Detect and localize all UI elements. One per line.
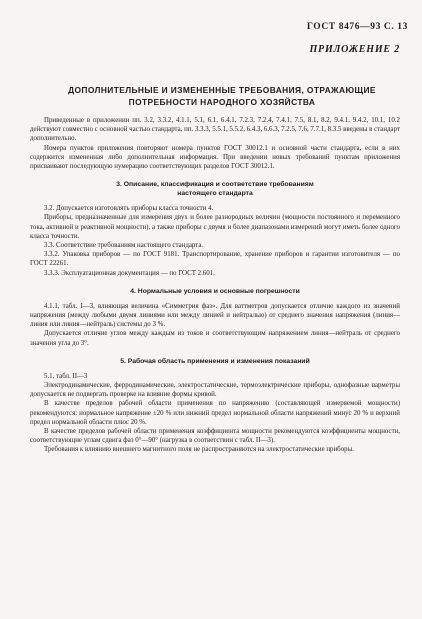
document-title bbox=[36, 84, 408, 108]
section-3-paragraph: Приборы, предназначенные для измерения двух и более разнородных величин (мощности постоянного и переменного тока, активной и реактивной мощности), а также приборы с двумя и более диапазонами измерений могут иметь более одного класса точности. bbox=[30, 214, 400, 240]
section-5-paragraph: В качестве пределов рабочей области применения коэффициента мощности рекомендуются коэффициенты мощности, соответствующие углам сдвига фаз 0°—90° (нагрузка в соответствии с табл. II—3). bbox=[30, 428, 400, 445]
section-3-paragraph: 3.3.2. Упаковка приборов — по ГОСТ 9181. Транспортирование, хранение приборов и гарантии изготовителя — по ГОСТ 22261. bbox=[30, 251, 400, 268]
title-line-1: ДОПОЛНИТЕЛЬНЫЕ И ИЗМЕНЕННЫЕ ТРЕБОВАНИЯ, ОТРАЖАЮЩИЕ bbox=[68, 85, 376, 95]
intro-paragraph: Номера пунктов приложения повторяют номера пунктов ГОСТ 30012.1 и основной части стандарта, если в них содержится измененная либо дополнительная информация. При введении новых требований пунктам приложения присваивают последующую нумерацию соответствующих разделов ГОСТ 30012.1. bbox=[30, 144, 400, 171]
section-4-paragraph: Допускается отличие углов между каждым из токов и соответствующим напряжением линия—нейтраль от среднего значения угла до 3°. bbox=[30, 330, 400, 347]
section-4-heading: 4. Нормальные условия и основные погрешности bbox=[130, 287, 300, 295]
section-5-heading: 5. Рабочая область применения и изменения показаний bbox=[120, 357, 310, 365]
title-line-2: ПОТРЕБНОСТИ НАРОДНОГО ХОЗЯЙСТВА bbox=[128, 97, 316, 107]
section-5-paragraph: Требования к влиянию внешнего магнитного поля не распространяются на электростатические приборы. bbox=[44, 446, 354, 454]
section-3-paragraph: 3.3. Соответствие требованиям настоящего стандарта. bbox=[44, 242, 204, 250]
document-body bbox=[30, 116, 400, 455]
section-4-paragraph: 4.1.1, табл. I—3, влияющая величина «Симметрия фаз». Для ваттметров допускается отличие каждого из значений напряжения (между любыми двумя линиями или между линией и нейтралью) от среднего значения напряжения (линия—линия или линия—нейтраль) системы до 3 %. bbox=[30, 302, 400, 329]
section-5-paragraph: 5.1, табл. II—3 bbox=[44, 372, 88, 380]
section-5-paragraph: В качестве пределов рабочей области применения по напряжению (составляющей измеряемой мощности) рекомендуются: нормальное напряжение ±20 % или нижний предел нормальной области напряжений минус 20 % и верхний предел нормальной области плюс 20 %. bbox=[30, 400, 400, 426]
section-5-paragraph: Электродинамические, ферродинамические, электростатические, термоэлектрические приборы, однофазные варметры допускается не подвергать проверке на влияние формы кривой. bbox=[30, 382, 400, 399]
section-3-heading-line-1: 3. Описание, классификация и соответствие требованиям bbox=[116, 181, 314, 189]
section-3-paragraph: 3.3.3. Эксплуатационная документация — по ГОСТ 2.601. bbox=[44, 269, 215, 277]
section-3-heading bbox=[30, 180, 400, 198]
section-3-heading-line-2: настоящего стандарта bbox=[177, 190, 253, 198]
page-header: ГОСТ 8476—93 С. 13 bbox=[306, 22, 408, 32]
section-3-paragraph: 3.2. Допускается изготовлять приборы класса точности 4. bbox=[44, 205, 214, 213]
intro-paragraph: Приведенные в приложении пп. 3.2, 3.3.2, 4.1.1, 5.1, 6.1, 6.4.1, 7.2.3, 7.2.4, 7.4.1, 7.5, 8.1, 8.2, 9.4.1, 9.4.2, 10.1, 10.2 действуют совместно с основной частью стандарта, пп. 3.3.3, 5.5.1, 5.5.2, 6.4.3, 6.6.3, 7.2.5, 7.6, 7.7.1, 8.3.5 введены в стандарт дополнительно. bbox=[30, 117, 400, 143]
appendix-label: ПРИЛОЖЕНИЕ 2 bbox=[309, 44, 400, 55]
